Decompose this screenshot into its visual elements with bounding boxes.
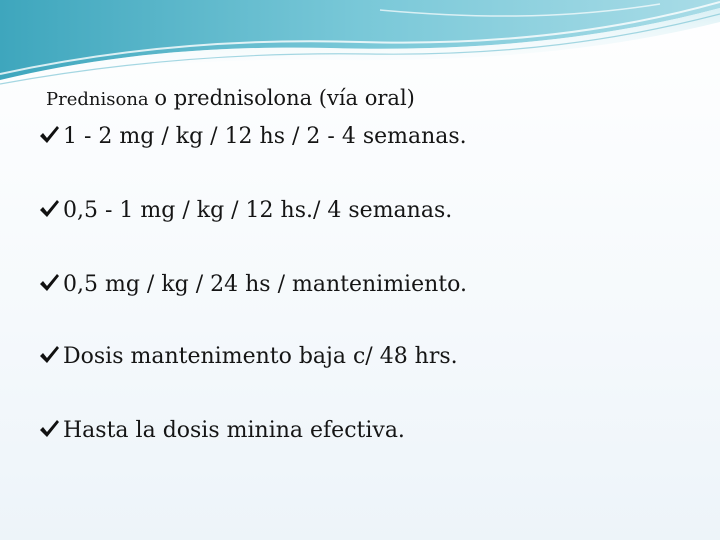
heading-drug-alternative: o prednisolona (vía oral) (154, 86, 415, 110)
checkmark-icon (38, 272, 60, 294)
list-item (38, 344, 458, 369)
list-item (38, 418, 405, 443)
list-item (38, 124, 467, 149)
slide-heading (46, 86, 415, 110)
list-item-text: Hasta la dosis minina efectiva. (63, 418, 405, 443)
list-item-text: 0,5 mg / kg / 24 hs / mantenimiento. (63, 272, 467, 297)
list-item-text: Dosis mantenimento baja c/ 48 hrs. (63, 344, 458, 369)
checkmark-icon (38, 418, 60, 440)
checkmark-icon (38, 124, 60, 146)
list-item (38, 272, 467, 297)
list-item-text: 1 - 2 mg / kg / 12 hs / 2 - 4 semanas. (63, 124, 467, 149)
list-item (38, 198, 452, 223)
checkmark-icon (38, 198, 60, 220)
checkmark-icon (38, 344, 60, 366)
list-item-text: 0,5 - 1 mg / kg / 12 hs./ 4 semanas. (63, 198, 453, 223)
heading-drug-name: Prednisona (46, 89, 155, 110)
